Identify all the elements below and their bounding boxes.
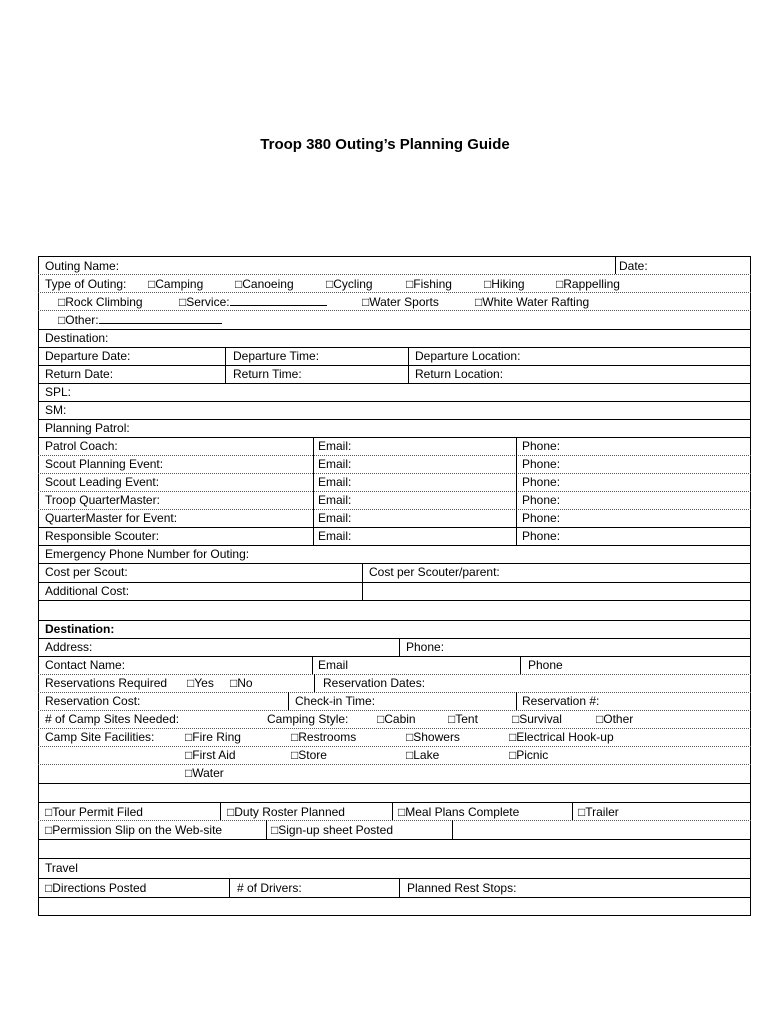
row-divider — [38, 839, 751, 840]
contact-email-label: Email: — [318, 529, 352, 543]
other-label: □Other: — [58, 313, 99, 327]
row-divider — [38, 310, 751, 311]
contact-phone-label: Phone: — [522, 529, 561, 543]
other-checkbox[interactable] — [58, 312, 222, 328]
row-divider — [38, 764, 751, 765]
return-time-label: Return Time: — [233, 367, 302, 381]
column-divider — [615, 256, 616, 274]
row-divider — [38, 783, 751, 784]
date-label: Date: — [619, 259, 648, 273]
cost-per-scout-label: Cost per Scout: — [45, 565, 128, 579]
column-divider — [520, 656, 521, 674]
row-divider — [38, 582, 751, 583]
cycling-checkbox[interactable]: □Cycling — [326, 277, 373, 291]
meal-plans-checkbox[interactable]: □Meal Plans Complete — [398, 805, 520, 819]
reservation-cost-label: Reservation Cost: — [45, 694, 141, 708]
type-of-outing-label: Type of Outing: — [45, 277, 127, 291]
contact-role: QuarterMaster for Event: — [45, 511, 178, 525]
drivers-label: # of Drivers: — [237, 881, 302, 895]
checkin-time-label: Check-in Time: — [295, 694, 376, 708]
other-style-checkbox[interactable]: □Other — [596, 712, 634, 726]
signup-sheet-checkbox[interactable]: □Sign-up sheet Posted — [271, 823, 393, 837]
tent-checkbox[interactable]: □Tent — [448, 712, 478, 726]
service-blank[interactable] — [230, 294, 327, 306]
contact-email-label: Email: — [318, 457, 352, 471]
tour-permit-checkbox[interactable]: □Tour Permit Filed — [45, 805, 143, 819]
cost-per-scouter-label: Cost per Scouter/parent: — [369, 565, 500, 579]
destination-phone-label: Phone: — [406, 640, 445, 654]
trailer-checkbox[interactable]: □Trailer — [578, 805, 619, 819]
camping-checkbox[interactable]: □Camping — [148, 277, 204, 291]
contact-phone-label: Phone: — [522, 439, 561, 453]
reservation-dates-label: Reservation Dates: — [323, 676, 426, 690]
planning-patrol-label: Planning Patrol: — [45, 421, 130, 435]
row-divider — [38, 802, 751, 803]
row-divider — [38, 746, 751, 747]
reservation-number-label: Reservation #: — [522, 694, 600, 708]
destination-phone2-label: Phone — [528, 658, 563, 672]
contact-phone-label: Phone: — [522, 457, 561, 471]
contact-email-label: Email: — [318, 439, 352, 453]
row-divider — [38, 620, 751, 621]
electrical-hookup-checkbox[interactable]: □Electrical Hook-up — [509, 730, 614, 744]
contact-phone-label: Phone: — [522, 475, 561, 489]
row-divider — [38, 878, 751, 879]
address-label: Address: — [45, 640, 93, 654]
row-divider — [38, 820, 751, 821]
column-divider — [312, 656, 313, 674]
cabin-checkbox[interactable]: □Cabin — [377, 712, 416, 726]
row-divider — [38, 347, 751, 348]
travel-heading: Travel — [45, 861, 78, 875]
column-divider — [313, 437, 314, 545]
contact-role: Troop QuarterMaster: — [45, 493, 160, 507]
row-divider — [38, 401, 751, 402]
column-divider — [225, 347, 226, 383]
contact-email-label: Email: — [318, 475, 352, 489]
contact-role: Scout Leading Event: — [45, 475, 160, 489]
white-water-rafting-checkbox[interactable]: □White Water Rafting — [475, 295, 590, 309]
contact-email-label: Email: — [318, 493, 352, 507]
row-divider — [38, 858, 751, 859]
destination-email-label: Email — [318, 658, 349, 672]
departure-date-label: Departure Date: — [45, 349, 131, 363]
destination-label: Destination: — [45, 331, 109, 345]
departure-time-label: Departure Time: — [233, 349, 320, 363]
service-label: □Service: — [179, 295, 230, 309]
outing-name-label: Outing Name: — [45, 259, 120, 273]
column-divider — [392, 802, 393, 820]
column-divider — [399, 638, 400, 656]
destination-heading: Destination: — [45, 622, 115, 636]
hiking-checkbox[interactable]: □Hiking — [484, 277, 525, 291]
column-divider — [288, 692, 289, 710]
restrooms-checkbox[interactable]: □Restrooms — [291, 730, 357, 744]
survival-checkbox[interactable]: □Survival — [512, 712, 562, 726]
page-title: Troop 380 Outing’s Planning Guide — [260, 136, 510, 153]
column-divider — [572, 802, 573, 820]
showers-checkbox[interactable]: □Showers — [406, 730, 460, 744]
row-divider — [38, 897, 751, 898]
column-divider — [399, 878, 400, 897]
no-checkbox[interactable]: □No — [230, 676, 253, 690]
row-divider — [38, 365, 751, 366]
column-divider — [452, 820, 453, 839]
contact-role: Patrol Coach: — [45, 439, 118, 453]
contact-role: Responsible Scouter: — [45, 529, 160, 543]
column-divider — [266, 820, 267, 839]
lake-checkbox[interactable]: □Lake — [406, 748, 440, 762]
water-checkbox[interactable]: □Water — [185, 766, 224, 780]
contact-phone-label: Phone: — [522, 511, 561, 525]
contact-role: Scout Planning Event: — [45, 457, 164, 471]
rock-climbing-checkbox[interactable]: □Rock Climbing — [58, 295, 143, 309]
sm-label: SM: — [45, 403, 67, 417]
form-border — [38, 256, 751, 916]
column-divider — [229, 878, 230, 897]
column-divider — [516, 437, 517, 545]
fire-ring-checkbox[interactable]: □Fire Ring — [185, 730, 241, 744]
row-divider — [38, 292, 751, 293]
row-divider — [38, 419, 751, 420]
camp-site-facilities-label: Camp Site Facilities: — [45, 730, 155, 744]
rappelling-checkbox[interactable]: □Rappelling — [556, 277, 620, 291]
other-blank[interactable] — [99, 312, 222, 324]
reservations-required-label: Reservations Required — [45, 676, 168, 690]
departure-location-label: Departure Location: — [415, 349, 521, 363]
additional-cost-label: Additional Cost: — [45, 584, 130, 598]
canoeing-checkbox[interactable]: □Canoeing — [235, 277, 294, 291]
contact-phone-label: Phone: — [522, 493, 561, 507]
service-checkbox[interactable] — [179, 294, 327, 310]
planning-form — [38, 256, 751, 916]
directions-posted-checkbox[interactable]: □Directions Posted — [45, 881, 147, 895]
column-divider — [314, 674, 315, 692]
camp-sites-label: # of Camp Sites Needed: — [45, 712, 180, 726]
row-divider — [38, 274, 751, 275]
water-sports-checkbox[interactable]: □Water Sports — [362, 295, 439, 309]
rest-stops-label: Planned Rest Stops: — [407, 881, 517, 895]
column-divider — [220, 802, 221, 820]
row-divider — [38, 329, 751, 330]
first-aid-checkbox[interactable]: □First Aid — [185, 748, 236, 762]
spl-label: SPL: — [45, 385, 72, 399]
column-divider — [408, 347, 409, 383]
row-divider — [38, 692, 751, 693]
duty-roster-checkbox[interactable]: □Duty Roster Planned — [227, 805, 345, 819]
row-divider — [38, 638, 751, 639]
emergency-phone-label: Emergency Phone Number for Outing: — [45, 547, 250, 561]
return-date-label: Return Date: — [45, 367, 114, 381]
picnic-checkbox[interactable]: □Picnic — [509, 748, 549, 762]
return-location-label: Return Location: — [415, 367, 504, 381]
camping-style-label: Camping Style: — [267, 712, 349, 726]
column-divider — [516, 692, 517, 710]
contact-email-label: Email: — [318, 511, 352, 525]
row-divider — [38, 600, 751, 601]
yes-checkbox[interactable]: □Yes — [187, 676, 214, 690]
store-checkbox[interactable]: □Store — [291, 748, 327, 762]
contact-name-label: Contact Name: — [45, 658, 126, 672]
column-divider — [362, 563, 363, 600]
permission-slip-checkbox[interactable]: □Permission Slip on the Web-site — [45, 823, 223, 837]
fishing-checkbox[interactable]: □Fishing — [406, 277, 452, 291]
row-divider — [38, 656, 751, 657]
row-divider — [38, 383, 751, 384]
row-divider — [38, 437, 751, 438]
